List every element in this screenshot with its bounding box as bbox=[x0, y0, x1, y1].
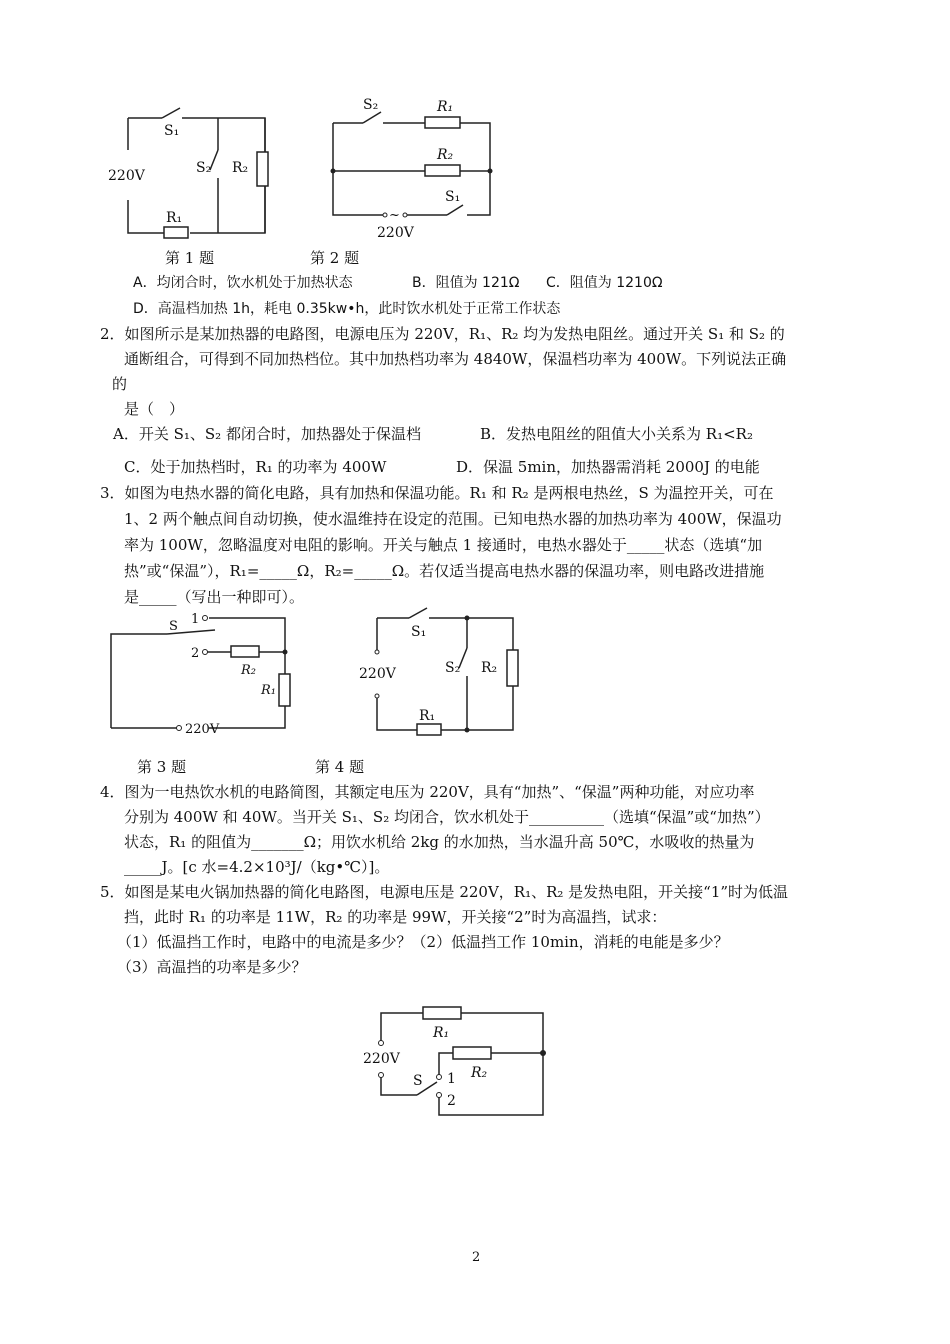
q2-option-d: D．保温 5min，加热器需消耗 2000J 的电能 bbox=[456, 458, 760, 476]
q1-option-d: D．高温档加热 1h，耗电 0.35kw•h，此时饮水机处于正常工作状态 bbox=[133, 301, 561, 317]
q4-line2: 分别为 400W 和 40W。当开关 S₁、S₂ 均闭合，饮水机处于__________（选填“保温”或“加热”） bbox=[124, 808, 770, 826]
label-s2: S₂ bbox=[445, 660, 461, 676]
q3-line4: 热”或“保温”），R₁=_____Ω，R₂=_____Ω。若仅适当提高电热水器的保温功率，则电路改进措施 bbox=[124, 562, 765, 580]
q5-line2: 挡，此时 R₁ 的功率是 11W，R₂ 的功率是 99W，开关接“2”时为高温挡，试求： bbox=[124, 908, 667, 926]
label-r2: R₂ bbox=[481, 660, 498, 676]
circuit-diagram-q3 bbox=[105, 610, 295, 740]
label-r2: R₂ bbox=[241, 663, 256, 678]
q1-option-c: C．阻值为 1210Ω bbox=[546, 275, 663, 291]
label-s2: S₂ bbox=[363, 97, 379, 113]
q2-option-a: A．开关 S₁、S₂ 都闭合时，加热器处于保温档 bbox=[113, 425, 421, 443]
circuit-diagram-q5 bbox=[355, 1005, 555, 1130]
label-r1: R₁ bbox=[261, 683, 276, 698]
label-switch-s: S bbox=[413, 1073, 423, 1089]
q3-line5: 是_____（写出一种即可）。 bbox=[124, 588, 305, 606]
q2-option-b: B．发热电阻丝的阻值大小关系为 R₁<R₂ bbox=[480, 425, 753, 443]
label-s1: S₁ bbox=[445, 189, 461, 205]
label-r2: R₂ bbox=[437, 147, 454, 163]
label-terminal-1: 1 bbox=[447, 1071, 456, 1087]
q4-line1: 4．图为一电热饮水机的电路简图，其额定电压为 220V，具有“加热”、“保温”两种功能，对应功率 bbox=[100, 783, 755, 801]
label-terminal-1: 1 bbox=[191, 612, 200, 627]
label-terminal-2: 2 bbox=[447, 1093, 456, 1109]
q4-line4: _____J。[c 水=4.2×10³J/（kg•℃）]。 bbox=[124, 858, 390, 876]
label-s1: S₁ bbox=[411, 624, 427, 640]
q2-stem-line1: 2．如图所示是某加热器的电路图，电源电压为 220V，R₁、R₂ 均为发热电阻丝。通过开关 S₁ 和 S₂ 的 bbox=[100, 325, 785, 343]
q2-stem-line3: 的 bbox=[112, 375, 128, 393]
label-220v: 220V bbox=[108, 168, 145, 184]
label-r1: R₁ bbox=[166, 210, 183, 226]
q4-line3: 状态，R₁ 的阻值为_______Ω；用饮水机给 2kg 的水加热，当水温升高 50℃，水吸收的热量为 bbox=[124, 833, 755, 851]
label-r2: R₂ bbox=[471, 1065, 488, 1081]
label-r1: R₁ bbox=[433, 1025, 450, 1041]
figure-2-caption: 第 2 题 bbox=[310, 249, 360, 267]
circuit-diagram-q1 bbox=[100, 100, 280, 240]
q3-line3: 率为 100W，忽略温度对电阻的影响。开关与触点 1 接通时，电热水器处于_____状态（选填“加 bbox=[124, 536, 763, 554]
q2-stem-line2: 通断组合，可得到不同加热档位。其中加热档功率为 4840W，保温档功率为 400W。下列说法正确 bbox=[124, 350, 787, 368]
q2-option-c: C．处于加热档时，R₁ 的功率为 400W bbox=[124, 458, 387, 476]
circuit-diagram-q2 bbox=[325, 95, 500, 245]
label-ac: ~ bbox=[389, 208, 400, 223]
label-r1: R₁ bbox=[419, 708, 436, 724]
label-switch-s: S bbox=[169, 619, 178, 634]
q5-line1: 5．如图是某电火锅加热器的简化电路图，电源电压是 220V，R₁、R₂ 是发热电阻，开关接“1”时为低温 bbox=[100, 883, 789, 901]
label-220v: 220V bbox=[359, 666, 396, 682]
label-220v: 220V bbox=[185, 722, 220, 737]
label-s1: S₁ bbox=[164, 123, 180, 139]
q1-option-a: A．均闭合时，饮水机处于加热状态 bbox=[133, 275, 353, 291]
page-number: 2 bbox=[472, 1250, 481, 1265]
label-s2: S₂ bbox=[196, 160, 212, 176]
q5-line3: （1）低温挡工作时，电路中的电流是多少？（2）低温挡工作 10min，消耗的电能是多少？ bbox=[117, 933, 729, 951]
label-r2: R₂ bbox=[232, 160, 249, 176]
label-terminal-2: 2 bbox=[191, 646, 200, 661]
q2-stem-line4: 是（ ） bbox=[124, 400, 185, 418]
label-220v: 220V bbox=[377, 225, 414, 241]
circuit-diagram-q4 bbox=[355, 600, 535, 740]
q3-line2: 1、2 两个触点间自动切换，使水温维持在设定的范围。已知电热水器的加热功率为 400W，保温功 bbox=[124, 510, 782, 528]
label-r1: R₁ bbox=[437, 99, 454, 115]
figure-3-caption: 第 3 题 bbox=[137, 758, 187, 776]
figure-4-caption: 第 4 题 bbox=[315, 758, 365, 776]
q3-line1: 3．如图为电热水器的简化电路，具有加热和保温功能。R₁ 和 R₂ 是两根电热丝，S 为温控开关，可在 bbox=[100, 484, 774, 502]
label-220v: 220V bbox=[363, 1051, 400, 1067]
q1-option-b: B．阻值为 121Ω bbox=[412, 275, 520, 291]
figure-1-caption: 第 1 题 bbox=[165, 249, 215, 267]
q5-line4: （3）高温挡的功率是多少？ bbox=[117, 958, 307, 976]
